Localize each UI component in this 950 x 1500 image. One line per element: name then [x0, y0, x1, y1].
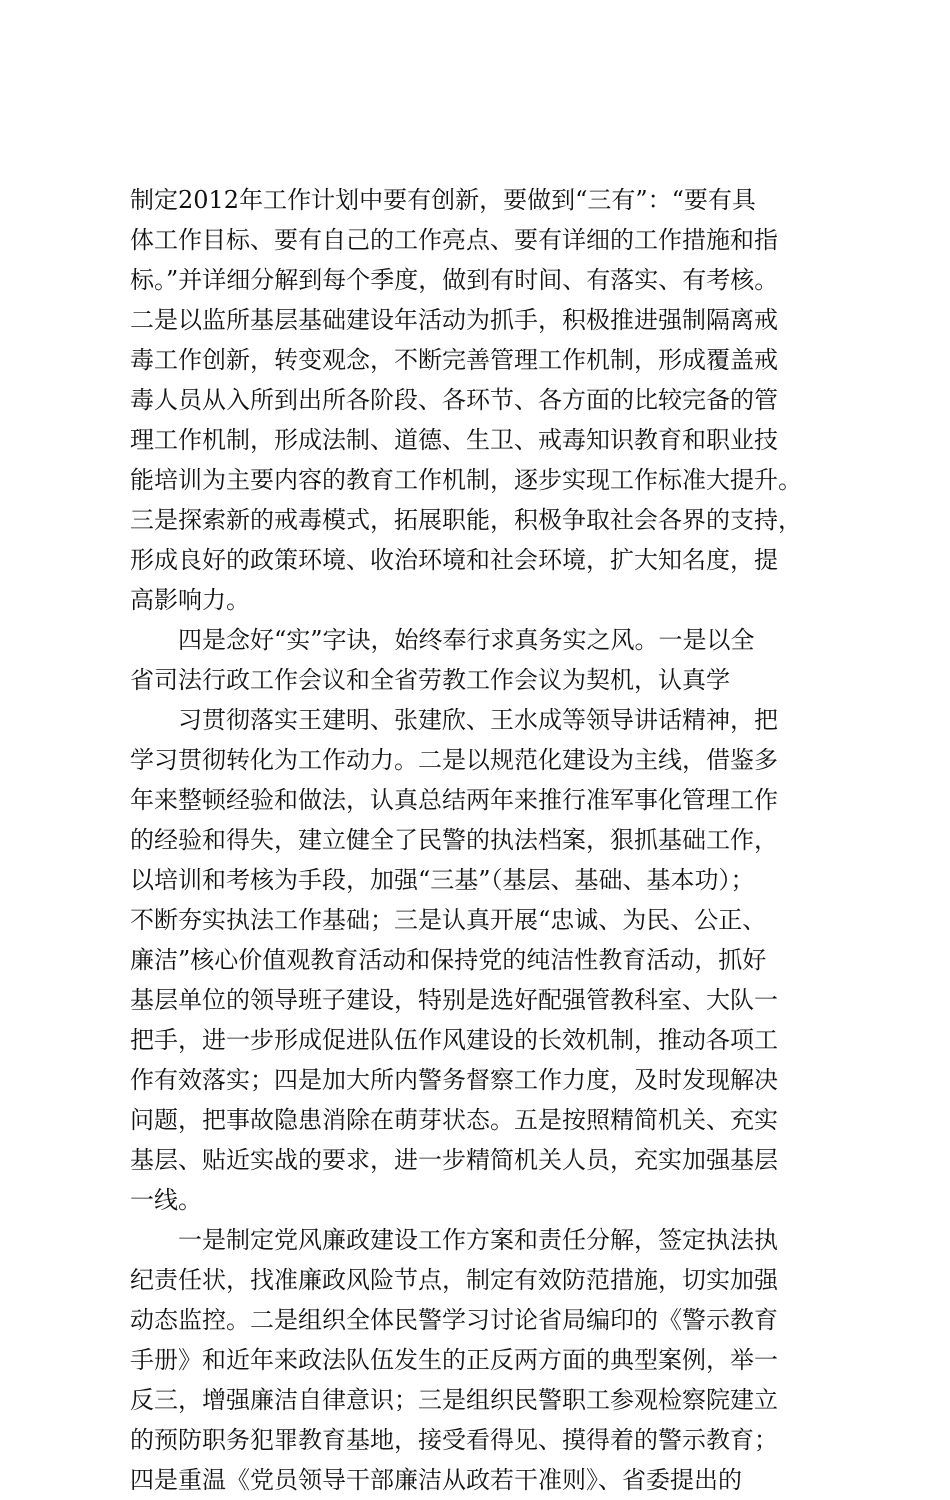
text-line: 以培训和考核为手段，加强“三基”（基层、基础、基本功）； [130, 866, 755, 894]
text-line: 作有效落实；四是加大所内警务督察工作力度，及时发现解决 [130, 1066, 778, 1094]
text-line: 纪责任状，找准廉政风险节点，制定有效防范措施，切实加强 [130, 1266, 778, 1294]
text-line: 的预防职务犯罪教育基地，接受看得见、摸得着的警示教育； [130, 1426, 778, 1454]
text-line: 动态监控。二是组织全体民警学习讨论省局编印的《警示教育 [130, 1306, 778, 1334]
text-line: 手册》和近年来政法队伍发生的正反两方面的典型案例，举一 [130, 1346, 778, 1374]
text-line: 省司法行政工作会议和全省劳教工作会议为契机，认真学 [130, 666, 730, 694]
text-line: 廉洁”核心价值观教育活动和保持党的纯洁性教育活动，抓好 [130, 946, 767, 974]
text-line: 形成良好的政策环境、收治环境和社会环境，扩大知名度，提 [130, 546, 778, 574]
text-line: 四是念好“实”字诀，始终奉行求真务实之风。一是以全 [178, 626, 755, 654]
text-line: 基层、贴近实战的要求，进一步精简机关人员，充实加强基层 [130, 1146, 778, 1174]
text-line: 制定2012年工作计划中要有创新，要做到“三有”：“要有具 [130, 186, 756, 214]
text-line: 体工作目标、要有自己的工作亮点、要有详细的工作措施和指 [130, 226, 778, 254]
text-line: 不断夯实执法工作基础；三是认真开展“忠诚、为民、公正、 [130, 906, 767, 934]
text-line: 的经验和得失，建立健全了民警的执法档案，狠抓基础工作， [130, 826, 778, 854]
text-line: 把手，进一步形成促进队伍作风建设的长效机制，推动各项工 [130, 1026, 778, 1054]
text-line: 基层单位的领导班子建设，特别是选好配强管教科室、大队一 [130, 986, 778, 1014]
text-line: 四是重温《党员领导干部廉洁从政若干准则》、省委提出的 [130, 1466, 742, 1494]
text-line: 二是以监所基层基础建设年活动为抓手，积极推进强制隔离戒 [130, 306, 778, 334]
text-line: 问题，把事故隐患消除在萌芽状态。五是按照精简机关、充实 [130, 1106, 778, 1134]
text-line: 习贯彻落实王建明、张建欣、王水成等领导讲话精神，把 [178, 706, 778, 734]
text-line: 标。”并详细分解到每个季度，做到有时间、有落实、有考核。 [130, 266, 779, 294]
text-line: 学习贯彻转化为工作动力。二是以规范化建设为主线，借鉴多 [130, 746, 778, 774]
text-line: 一线。 [130, 1186, 202, 1214]
text-line: 年来整顿经验和做法，认真总结两年来推行准军事化管理工作 [130, 786, 778, 814]
text-line: 高影响力。 [130, 586, 250, 614]
text-line: 能培训为主要内容的教育工作机制，逐步实现工作标准大提升。 [130, 466, 802, 494]
text-line: 一是制定党风廉政建设工作方案和责任分解，签定执法执 [178, 1226, 778, 1254]
text-line: 理工作机制，形成法制、道德、生卫、戒毒知识教育和职业技 [130, 426, 778, 454]
text-line: 毒工作创新，转变观念，不断完善管理工作机制，形成覆盖戒 [130, 346, 778, 374]
text-line: 毒人员从入所到出所各阶段、各环节、各方面的比较完备的管 [130, 386, 778, 414]
text-line: 反三，增强廉洁自律意识；三是组织民警职工参观检察院建立 [130, 1386, 778, 1414]
text-line: 三是探索新的戒毒模式，拓展职能，积极争取社会各界的支持， [130, 506, 802, 534]
